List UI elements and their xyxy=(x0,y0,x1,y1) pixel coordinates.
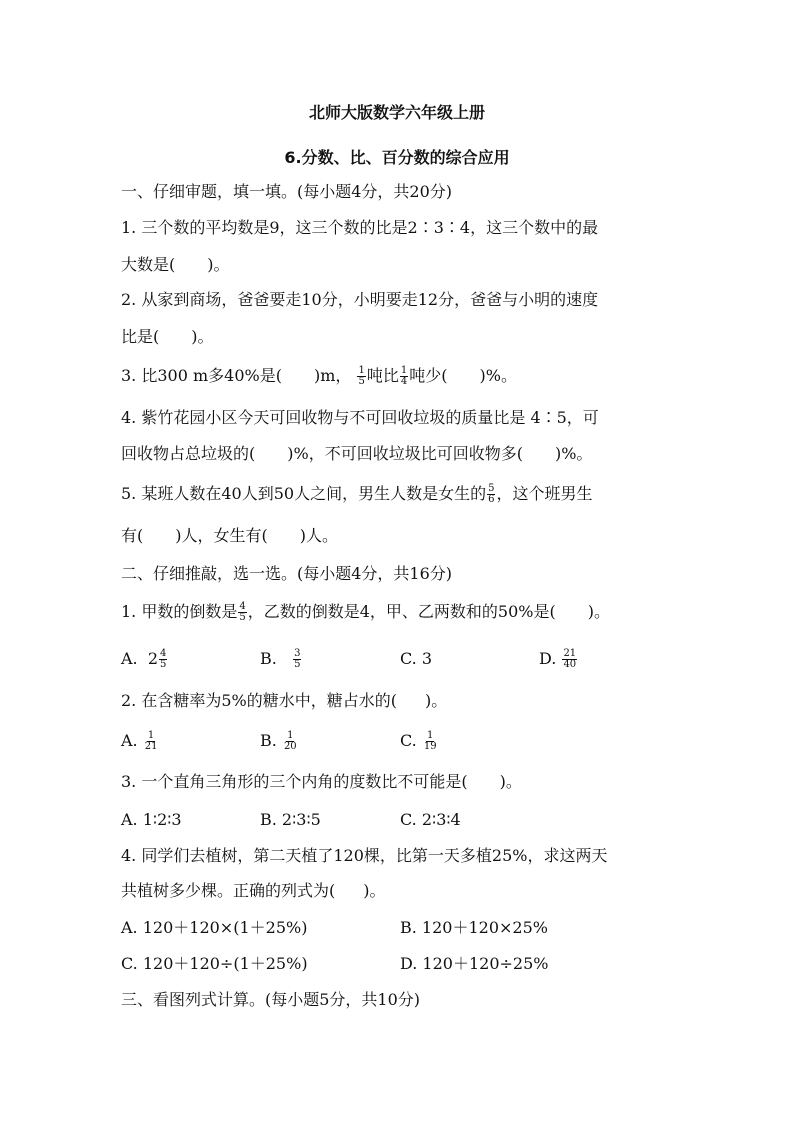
s1-q5-line2: 有( )人，女生有( )人。 xyxy=(121,526,338,545)
s2-q1: 1. 甲数的倒数是 $\frac{4}{5}$ ，乙数的倒数是4，甲、乙两数和的50%是( )。 xyxy=(121,601,610,623)
book-title: 北师大版数学六年级上册 xyxy=(308,103,485,122)
s2-q2-option-c[interactable]: C. $\frac{1}{19}$ xyxy=(400,730,437,752)
section1-heading: 一、仔细审题，填一填。(每小题4分，共20分) xyxy=(121,182,453,201)
s1-q2-line2: 比是( )。 xyxy=(121,327,214,346)
s2-q2: 2. 在含糖率为5%的糖水中，糖占水的( )。 xyxy=(121,691,448,710)
s2-q3-option-b[interactable]: B. 2∶3∶5 xyxy=(260,810,321,829)
s2-q2-option-a[interactable]: A. $\frac{1}{21}$ xyxy=(121,730,158,752)
s2-q3: 3. 一个直角三角形的三个内角的度数比不可能是( )。 xyxy=(121,772,522,791)
s2-q1-option-c[interactable]: C. 3 xyxy=(400,649,433,668)
s2-q1-option-b[interactable]: B. $\frac{3}{5}$ xyxy=(260,648,301,670)
s2-q3-option-c[interactable]: C. 2∶3∶4 xyxy=(400,810,461,829)
s1-q3: 3. 比300 m多40%是( )m， $\frac{1}{5}$ 吨比 $\frac{1}{4}$ 吨少( )%。 xyxy=(121,365,517,387)
s1-q4-line1: 4. 紫竹花园小区今天可回收物与不可回收垃圾的质量比是 4∶5，可 xyxy=(121,408,599,427)
fraction: $\frac{21}{40}$ xyxy=(563,648,577,670)
fraction: $\frac{1}{4}$ xyxy=(400,365,408,387)
s1-q2-line1: 2. 从家到商场，爸爸要走10分，小明要走12分，爸爸与小明的速度 xyxy=(121,290,599,309)
s1-q1-line2: 大数是( )。 xyxy=(121,255,230,274)
s2-q4-line1: 4. 同学们去植树，第二天植了120棵，比第一天多植25%，求这两天 xyxy=(121,846,608,865)
s2-q4-option-a[interactable]: A. 120＋120×(1＋25%) xyxy=(121,918,308,937)
s2-q4-option-b[interactable]: B. 120＋120×25% xyxy=(400,918,548,937)
fraction: $\frac{1}{19}$ xyxy=(423,730,437,752)
s1-q4-line2: 回收物占总垃圾的( )%，不可回收垃圾比可回收物多( )%。 xyxy=(121,444,593,463)
s2-q4-option-d[interactable]: D. 120＋120÷25% xyxy=(400,954,549,973)
s2-q4-line2: 共植树多少棵。正确的列式为( )。 xyxy=(121,881,386,900)
s2-q2-option-b[interactable]: B. $\frac{1}{20}$ xyxy=(260,730,297,752)
fraction: $\frac{5}{6}$ xyxy=(488,483,495,505)
s2-q1-option-d[interactable]: D. $\frac{21}{40}$ xyxy=(539,648,577,670)
section2-heading: 二、仔细推敲，选一选。(每小题4分，共16分) xyxy=(121,564,453,583)
fraction: $\frac{3}{5}$ xyxy=(294,648,301,670)
fraction: $\frac{1}{21}$ xyxy=(144,730,158,752)
section3-heading: 三、看图列式计算。(每小题5分，共10分) xyxy=(121,990,421,1009)
s2-q3-option-a[interactable]: A. 1∶2∶3 xyxy=(121,810,182,829)
fraction: $\frac{4}{5}$ xyxy=(239,601,246,623)
s1-q1-line1: 1. 三个数的平均数是9，这三个数的比是2∶3∶4，这三个数中的最 xyxy=(121,218,599,237)
s2-q1-option-a[interactable]: A. 2 $\frac{4}{5}$ xyxy=(121,648,167,670)
unit-title: 6.分数、比、百分数的综合应用 xyxy=(284,148,510,167)
fraction: $\frac{1}{20}$ xyxy=(283,730,297,752)
s1-q5-line1: 5. 某班人数在40人到50人之间，男生人数是女生的 $\frac{5}{6}$ ，这个班男生 xyxy=(121,483,593,505)
s2-q4-option-c[interactable]: C. 120＋120÷(1＋25%) xyxy=(121,954,308,973)
fraction: $\frac{4}{5}$ xyxy=(160,648,167,670)
fraction: $\frac{1}{5}$ xyxy=(358,365,365,387)
